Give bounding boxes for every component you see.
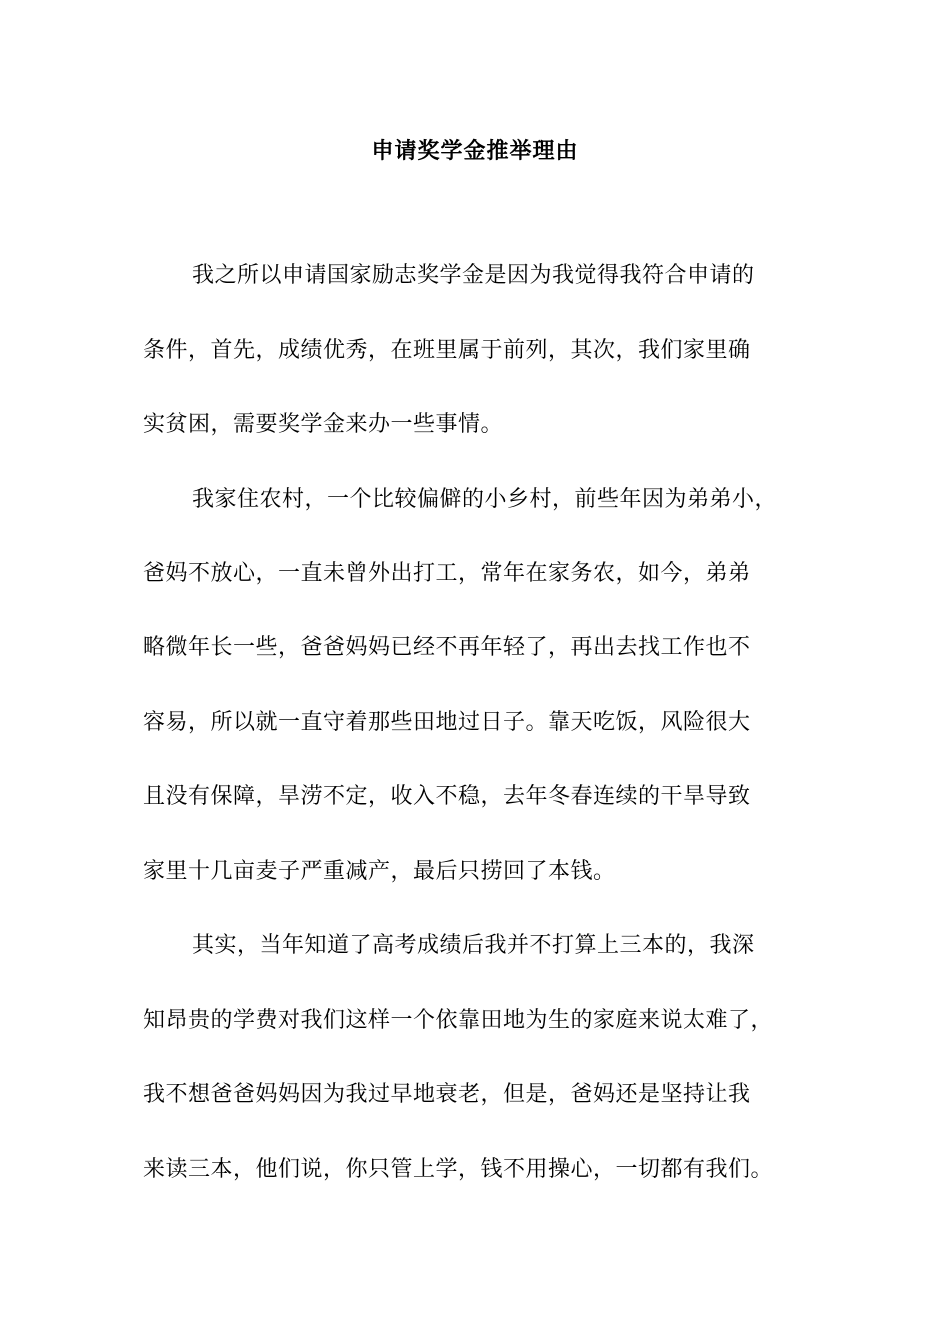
paragraph-3-line-3: 我不想爸爸妈妈因为我过早地衰老，但是，爸妈还是坚持让我 [143,1082,751,1107]
paragraph-1-line-1: 我之所以申请国家励志奖学金是因为我觉得我符合申请的 [192,263,755,288]
paragraph-2-line-6: 家里十几亩麦子严重减产，最后只捞回了本钱。 [143,859,616,884]
paragraph-3-line-1: 其实，当年知道了高考成绩后我并不打算上三本的，我深 [192,933,755,958]
paragraph-2-line-4: 容易，所以就一直守着那些田地过日子。靠天吃饭，风险很大 [143,710,751,735]
document-title: 申请奖学金推举理由 [371,139,579,164]
paragraph-1-line-2: 条件，首先，成绩优秀，在班里属于前列，其次，我们家里确 [143,338,751,363]
paragraph-2-line-5: 且没有保障，旱涝不定，收入不稳，去年冬春连续的干旱导致 [143,784,751,809]
paragraph-1-line-3: 实贫困，需要奖学金来办一些事情。 [143,412,504,437]
paragraph-3-line-2: 知昂贵的学费对我们这样一个依靠田地为生的家庭来说太难了， [143,1008,774,1033]
paragraph-2-line-2: 爸妈不放心，一直未曾外出打工，常年在家务农，如今，弟弟 [143,561,751,586]
paragraph-2-line-3: 略微年长一些，爸爸妈妈已经不再年轻了，再出去找工作也不 [143,635,751,660]
paragraph-2-line-1: 我家住农村，一个比较偏僻的小乡村，前些年因为弟弟小， [192,487,778,512]
paragraph-3-line-4: 来读三本，他们说，你只管上学，钱不用操心，一切都有我们。 [143,1157,774,1182]
